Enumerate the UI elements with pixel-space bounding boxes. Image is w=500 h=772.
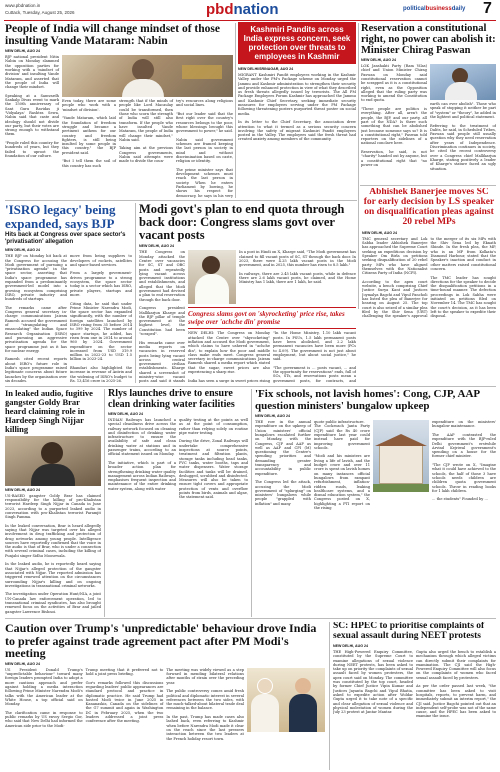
headline-modi: Modi govt's plan to end quota through back door: Congress slams govt over vacant posts [139, 203, 345, 243]
dateline-fix-schools: NEW DELHI, AUG 24 [255, 414, 291, 419]
masthead [0, 0, 500, 20]
dateline-caution: NEW DELHI, AUG 24 [5, 661, 41, 666]
modi-col-1: THE Congress on Monday attacked the Centre over vacancies for SC, ST and OBC posts and repeatedly lying vacant across government institutions and establishments, and alleged that the Modi government had devised a plan to end reservation through the back door. Congress president Mallikarjun Kharge and the BJP pillar of temple government at the highest level, the Constitution had been "scraped". His remarks came over media reports on vacancies in reserved posts being lying vacant across central government civilian establishments. Kharge shared a screenshot of ministry-wise vacant posts and said it stands [139, 250, 185, 383]
masthead-rule [4, 20, 496, 21]
dateline-abhishek: NEW DELHI, AUG 24 [362, 230, 398, 235]
headline-abhishek: Abhishek Banerjee moves SC for early decision by LS speaker on disqualification pleas against 20 rebel MPs [363, 188, 495, 227]
headline-gangster: In leaked audio, fugitive gangster Goldy Brar heard claiming role in Hardeep Singh Nijjar killing [5, 389, 93, 434]
sc-hpec-body: THE High-Powered Enquiry Committee, constituted by the Supreme Court to examine allegations of sexual violence during NEET protests, has been asked to take up on priority the complaints of sexual assault faced by women protesters, the apex court said on Monday. The committee was constituted by the top court, headed by former Chief Justice Vipin Kumar and Justices Jayanta Bagchi and Vipul Bhatia, asked to expedite action after Woldar Gupta urged it to take note of a specific and clear allegation of sexual violence and physical molestation of women during the July 23 protest at Jantar Mantar. Gupta also urged the bench to establish a mechanism through which alleged victims can directly submit their complaints for examination. The CJI said the High-Powered Enquiry Committee will also focus on the complaints of women who faced sexual assault faced by protesters. As per the order passed last week, "the committee has been asked to visit hospitals, reports, to prevent harm, and immediately submit an interim report," the CJI said. Justice Bagchi pointed out that an independent self-probe was not of the same cause, and the HPEC has been asked to examine the issue. [333, 649, 496, 719]
logo-d: d [224, 1, 234, 18]
dateline: Cuttack, Tuesday, August 25, 2026 [5, 10, 75, 15]
gangster-body: US-BASED gangster Goldy Brar has claimed responsibility for the killing of pro-Khalistan terrorist Hardeep Singh Nijjar in Canada in June 2023, according to a purported leaked audio in conversation with pro-Khalistan terrorist Paramjit Singh Pamma. In the leaked conversation, Brar is heard allegedly saying that Nijjar was targeted over his alleged involvement in drug trafficking and protection of drug networks among young people. Intelligence sources have reportedly confirmed that the voice in the audio is that of Brar, who is under a connection with several criminal cases, including the killing of Punjabi singer Sidhu Moosewala. In the leaked audio, he is reportedly heard saying that Nijjar's alleged protection of the gangster associated with Nijjar. The reported admission has triggered renewed attention on the circumstances surrounding Nijjar's killing and on ongoing investigations in transnational criminal networks. The investigation under Operation Hunt/NIA, a joint UN-Canada law enforcement operation, led to transnational criminal syndicates, has also brought renewed focus on the activities of Brar and jailed gangster Lawrence Bishnoi. [5, 493, 101, 614]
paswan-col-1: LOK Janshakti Party (Ram Vilas) chief and Union Minister Chirag Paswan on Monday said constitutional reservation cannot be scrapped as it is a constitutional right, even as the Opposition alleged that the ruling party was working to amend the Constitution to end quota. "These people are politics is everything. After all, aren't the people, the BJP, and our party, all part of the NDA? Is there such something that can be abolished just because someone says so? It is a constitutional right," Paswan told reporters on the sidelines of a national conclave here. Reservation, he said, is not "charity" handed out by anyone, but a constitutional right that "no power on [361, 64, 427, 167]
dateline-sc-hpec: NEW DELHI, AUG 24 [333, 643, 369, 648]
pull-quote-price-rise: Congress slams govt on 'skyrocketing' price rise, takes swipe over 'achche din' promise [188, 307, 356, 329]
fix-col-1: THE row in the annual expenditure on the upkeep of Union ministers' official bungalows escalated further on Monday, with the Congress, CJP and AAP as well as AAP and CPI (M) questioning the Centre's spending priorities and demanding greater transparency and accountability in public expenditure. The Congress led the attack, accusing the Modi government of "splurging" on ministers' bungalows while people "grappled with inflation" and many [255, 420, 311, 506]
headline-isro: 'ISRO legacy' being expanded, says BJP [5, 203, 116, 231]
nabin-col-3: strength that if the minds of people like Lord Macaulay could be transformed, then those who scorn the strength of India will still also transform. If the people who have insulted Vande Mataram, the people of India will change their mindset," Nabin said. Taking aim at the previous Congress governments, Nabin said attempts were made to divide the coun- [119, 99, 173, 164]
dateline-kashmir: NEW DELHI/SRINAGAR, AUG 24 [238, 67, 294, 71]
headline-caution: Caution over Trump's 'unpredictable' behaviour drove India to prefer against trade agreement pact after PM Modi's meeting [5, 622, 317, 661]
article-modi [139, 203, 356, 383]
logo [206, 2, 279, 18]
article-railways [108, 389, 248, 614]
brand-tagline [403, 6, 465, 12]
isro-col-2: move from being suppliers to developers of rockets, satellites and space-based services. From a largely government-driven programme to a strong ecosystem, the space sector today is a sector which has ISRO, private players, startups and more. Citing data, he said that under Prime Minister Narendra Modi, the space sector has expanded significantly, with the number of foreign satellites launched by ISRO rising from 35 before 2014 to 399 by 2024. The number of space startups, he added, has risen from one in 2014 to around 960 by 2024. Government expenditure on the sector increased from USD 319.9 million in 2022-23 to USD 1.5 billion in 2023-24. Bhandari also highlighted the increase in revenue of Antrix and the widening of ISRO's budget to Rs. 13,416 crore in 2025-26. [70, 254, 132, 383]
railways-col-2: quality testing at the points as well as at the point of consumption, rather than relying solely on routine pipe water testing. During the drive, Zonal Railways will undertake comprehensive inspections at source points, treatment and filtration plants, storage tanks including head tanks, PVC tanks, water booths, taps and water dispensers. Water storage facilities and tanks will be drained, deslugged, scrubbed and disinfected. Measures will also be taken to ensure tight covers and appropriate protection of vents and overflow points from birds, animals and algae, the statement said. [179, 418, 248, 500]
person-silhouette-icon [41, 442, 63, 464]
modi-col-4: "In the Home Ministry, 1.10 lakh vacant posts. In PSUs, 1.5 lakh permanent posts have been abolished, and 2.2 lakh permanent vacancies have been more (PCs to 4.09). The government is not just about employment, but about social justice," he said. "The government is ... posts vacant, ... and the opportunity for reservations" ends, full of SCs, STs, and reservations posts mean a government posts, for contracts, and [273, 331, 356, 383]
paswan-photo [430, 64, 496, 100]
logo-nation: nation [233, 1, 279, 18]
caution-col-2: Trump meeting that it preferred not to hold a joint press briefing. Gor's remarks followed this discussions regarding leaders' public appearances are standard protocol and practice in diplomatic practice. He said Trump had hosted Modi twice in June 2025 in Kananaskis, Canada on the sidelines of the G7 summit and again in Washington DC in February 2025, when the two leaders addressed a joint press conference after the meeting. [85, 667, 164, 724]
nabin-photo [62, 55, 233, 97]
brand-word-business: business [425, 6, 452, 12]
headline-railways: Rlys launches drive to ensure clean drinking water facilities [108, 389, 235, 410]
modi-col-3: NEW DELHI: The Congress on Monday attacked the Centre over "skyrocketing" inflation and accused the Modi government, which claims to have ushered in "achche din", to explain how the poor and middle class make ends meet. Congress general secretary in-charge communications Jairam Ramesh shared a media report which stated that the sugar, sweet prices are also experiencing a sharp rise. India has seen a surge in sweet prices rising [188, 331, 270, 383]
modi-trump-photo [247, 668, 325, 732]
kashmir-body: MIGRANT Kashmiri Pandit employees working in the Kashmir Valley under the PM's Package scheme on Monday urged the Jammu and Kashmir administration to strengthen their security and provide enhanced protection in view of what they described as fresh threats allegedly issued by terrorists. The All PM Package Employees Forum Kashmir has approached the Jammu and Kashmir Chief Secretary, seeking immediate security measures for employees serving under the PM Package following threatening posters purported threat poster on social media. In its letter to the Chief Secretary, the association drew attention to what it termed as a serious security concern involving the safety of migrant Kashmiri Pandit employees posted in the Valley. The employees said the fresh threat had created anxiety among members of the community. [238, 73, 356, 142]
fix-col-2: quote public infrastructure. The Cockroach Janta Party (CJP) said the Rs 40 crore expenditure last year could instead have paid for improving government schools. "Modi and his ministers are living a life of lavish, and the budget crore and over 11 crore is spent on lavish homes on many instances official bungalows from rampant refurbishment, inflation-ridden roads, leaking healthcare systems, and a dismal education system," the Congress posted on X, highlighting a PTI report on the rising [314, 420, 370, 511]
person-silhouette-icon [132, 59, 154, 81]
article-nabin [5, 23, 233, 198]
bungalow-photo [373, 420, 429, 492]
person-silhouette-icon [202, 256, 220, 274]
article-kashmir [238, 22, 356, 198]
person-silhouette-icon [295, 678, 311, 694]
headline-kashmir: Kashmiri Pandits across India express concern, seek protection over threats to employees in Kashmir [238, 22, 356, 64]
modi-col-2: In a post in Hindi on X, Kharge said, "The Modi government has claimed to fill vacant posts of SC, ST through the back door. In 2023, there were 4.25 lakh vacant posts in the Modi government, and in 2025, this number has risen to 8.5 lakh." In railways, there are 2.45 lakh vacant posts, while in defence there are 2.6 lakh vacant posts, he claimed, and the Home Ministry has 1 lakh, there are 1 lakh, he said. [239, 250, 356, 285]
headline-nabin: People of India will change mindset of those insulting Vande Mataram: Nabin [5, 23, 220, 48]
dateline-railways: NEW DELHI, AUG 24 [108, 412, 144, 416]
nabin-col-4: try's resources along religious and social lines. "But our leader said that the first right over the country's resources belongs to the poor, whose blessings brought this government to power," he said. Nabin said government schemes are framed keeping the last person in society in mind and without discrimination based on caste, religion or identity. The prime minister says that development schemes must reach the last person in society. When he enters Parliament by bowing, he shows his respect for democracy, he says in his very [176, 99, 233, 198]
article-abhishek [362, 188, 496, 383]
nabin-col-1: BJP national president Nitin Nabin on Monday slammed the opposition parties for working with a 'mindset of division' and insulting Vande Mataram, and asserted that the people of India will change their mindset. Speaking at a Samvardh Sankalp Divas event to mark the 150th anniversary of Sant Guru Ravidas ji 'Vidyalaya' Rashtra Sewa, Nabin said that caste and ideology should not divide our party, but their votes are strong enough to withstand them. "People ruled this country for hundreds of years, but they failed to uproot the foundation of our culture. [5, 55, 59, 158]
railways-col-1: INDIAN Railways has launched a special cleanliness drive across the railway network focused on cleaning and disinfection of drinking water infrastructure to ensure the availability of safe and clean drinking water at stations and in passenger trains, according to an official statement issued on Monday. The initiative, which is part of a broader action plan for strengthening drinking water quality management across Indian Railways, emphasises frequent inspection and maintenance of the entire drinking water system, along with water [108, 418, 176, 491]
caution-col-3: The meeting was widely viewed as a step forward in mending bilateral relations after months of strain over the preceding year. The public controversy comes amid fresh political and diplomatic interest in several references between the two sides, with the much-talked-about bilateral trade deal remaining in the balance. In the past, Trump has made cases also lashed back, even referring to Kashmir when before Narendra Modi made it clear on the reach since the last pressers interaction between the two leaders at the French holiday resort town. [166, 667, 245, 741]
building-icon [379, 444, 423, 484]
page-number: 7 [483, 0, 492, 17]
article-sc-hpec [333, 622, 496, 770]
caution-col-1: US President Donald Trump's "unpredictable behaviour" toward many foreign leaders prompted India to adopt a more cautious approach and prefer against holding a media interaction following Prime Minister Narendra Modi's talks with the American leader at the White House, a top official said on Monday. The clarification came in response to public remarks by US envoy Sergio Gor, who said that New Delhi had informed the American side prior to the Modi- [5, 667, 83, 728]
kharge-photo [188, 250, 236, 304]
article-caution [5, 622, 325, 770]
deck-isro: Hits back at Congress over space sector's 'privatisation' allegation [5, 232, 126, 246]
dateline-modi: NEW DELHI, AUG 24 [139, 244, 175, 249]
dateline-paswan: NEW DELHI, AUG 24 [361, 58, 397, 63]
person-silhouette-icon [257, 678, 273, 694]
article-paswan [361, 23, 496, 183]
gangster-photo [5, 436, 101, 486]
article-isro [5, 203, 132, 383]
isro-col-1: THE BJP on Monday hit back at the Congress for accusing the Modi government of pursuing a "privatisation agenda" in the space sector, asserting that India's space programme has expanded from a predominantly government-led model into a growing ecosystem comprising ISRO, private industry and hundreds of startups. The remarks came after Congress general secretary in-charge communications Jairam Ramesh accused the government of "strangulating and emasculating" the Indian Space Research Organisation (ISRO) and pursuing an aggressive privatisation agenda for the space programme just as it has for nuclear energy. Ramesh cited recent reports about ISRO's future role in India's space programme raised legitimate concerns about future launches by the organisation over six decades. [5, 254, 67, 383]
brand-word-political: political [403, 6, 426, 12]
logo-pb: pb [206, 1, 225, 18]
article-gangster [5, 389, 101, 614]
brand-word-daily: daily [451, 6, 466, 12]
headline-paswan: Reservation a constitutional right, no power can abolish it: Minister Chirag Paswan [361, 23, 496, 57]
nabin-col-2: Even today, there are some people who work with a 'mindset of division'. "Vande Mataram, which laid the foundation of freedom struggle and became a pertinent anthem for our country and freedom fighters, is still being insulted by some people in this country," the BJP president said. "But I tell them the soil of this country has such [62, 99, 116, 168]
fix-col-3: expenditure on the ministers' bungalow maintenance. The AAP contrasted the expenditure with the BJP-ruled Delhi government's erstwhile Arvind Kejriwal government's spending on a house for the former chief minister. "The CJP wrote on X, "Imagine what it could have achieved to the schools, the half of those 3 have schools needs children are children quota government schools. Throw in reading books for 1 lakh children. ... the students" Founded by ... [432, 420, 496, 502]
dateline-nabin: NEW DELHI, AUG 24 [5, 49, 41, 54]
dateline-gangster: NEW DELHI, AUG 24 [5, 487, 41, 492]
abhishek-body: TMC general secretary and Lok Sabha leader Abhishek Banerjee has approached the Supreme Court seeking an expeditious decision by Speaker Om Birla on petitions seeking disqualification of 20 rebel party MPs who have aligned themselves with the Nationalist Citizens Party of India (NCPI). According to the apex court website, a bench comprising Chief Justice Surya Kant and Justices Joymalya Bagchi and Vipul Pancholi has listed the plea of Banerjee for hearing on August 25. The top court is also seized of a similar plea filed by the Shiv Sena (UBT) challenging the speaker's approval to the merger of its six MPs with the Shiv Sena led by Eknath Shinde. In the fresh plea, the MP, who is an MP from Kolkata's Diamond Harbour, stated that the Speaker's inaction and conduct in other matters raised constitutional concern. The TMC leader has sought directions for the speaker to decide the disqualification petitions in a time-bound manner. The defection proceedings in Lok Sabha were initiated on petitions filed on November 14. The TMC has sought the court's decision, as it has been left to the speaker to expedite their disposal. [362, 236, 496, 319]
paswan-col-2: earth can ever abolish". Those who speak of stopping it neither be part of "system" or "theory", he added in the lightest and political statement. Referring to the treatment of Dalits, he said, in Scheduled Tribes, Paswan said people still usually question why they need reservation after years of Independence. Discrimination continues in society, he cited the recent controversy over a Congress chief Mallikarjun Kharge, stating positively a leader of Kharge's stature faced an ugly situation. [430, 102, 496, 171]
website-url[interactable]: www.pbdnation.in [5, 3, 41, 8]
headline-fix-schools: 'Fix schools, not lavish homes': Cong, CJP, AAP question ministers' bungalow upkeep [255, 389, 480, 412]
headline-sc-hpec: SC: HPEC to prioritise complaints of sexual assault during NEET protests [333, 622, 485, 641]
article-fix-schools [255, 389, 496, 614]
dateline-isro: NEW DELHI, AUG 24 [5, 248, 41, 253]
